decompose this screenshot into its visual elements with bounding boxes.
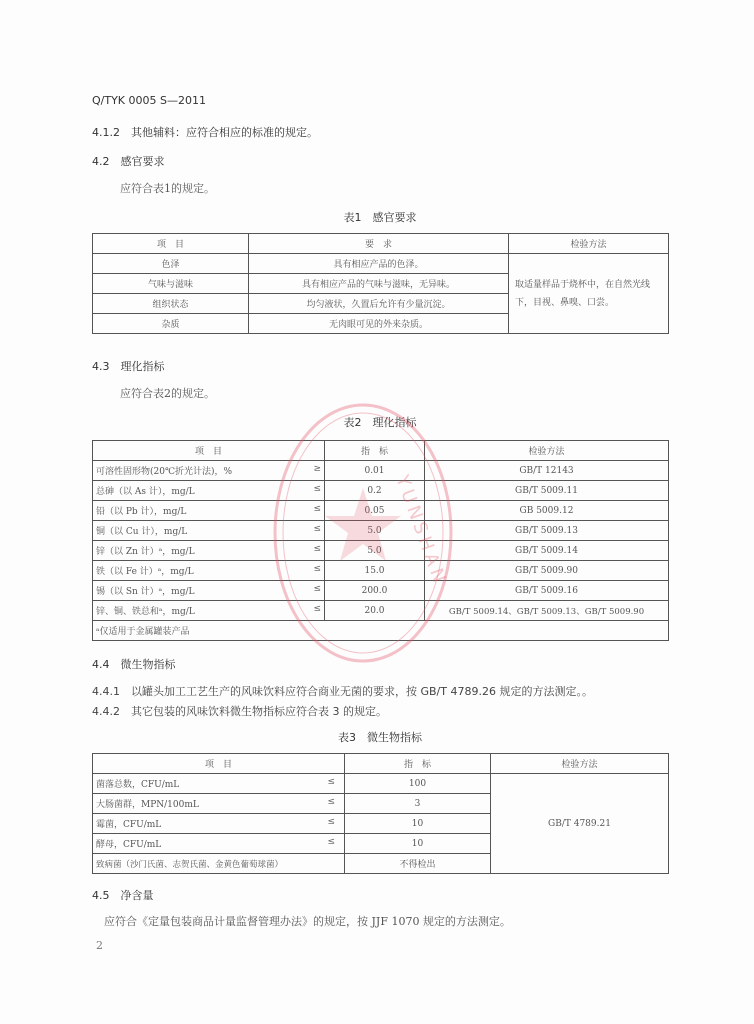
t2-method: GB 5009.12 <box>425 501 669 521</box>
doc-code: Q/TYK 0005 S—2011 <box>92 94 206 107</box>
t2-op: ≤ <box>313 524 321 534</box>
t2-value: 20.0 <box>325 601 425 621</box>
t2-op: ≥ <box>313 464 321 474</box>
table-row <box>93 501 669 521</box>
t2-item: 铜（以 Cu 计），mg/L <box>96 527 188 537</box>
t3-header-item: 项 目 <box>93 754 345 774</box>
section-4-1-2: 4.1.2 其他辅料：应符合相应的标准的规定。 <box>92 126 318 139</box>
t2-header-method: 检验方法 <box>425 441 669 461</box>
t2-value: 5.0 <box>325 521 425 541</box>
section-4-4-2: 4.4.2 其它包装的风味饮料微生物指标应符合表 3 的规定。 <box>92 705 387 718</box>
t3-item: 霉菌，CFU/mL <box>96 820 162 830</box>
t2-op: ≤ <box>313 604 321 614</box>
t3-op: ≤ <box>327 797 335 807</box>
t2-method: GB/T 5009.90 <box>425 561 669 581</box>
table2 <box>92 440 669 641</box>
t2-value: 0.2 <box>325 481 425 501</box>
t2-footnote: ᵃ仅适用于金属罐装产品 <box>93 621 669 641</box>
t2-item: 锌、铜、铁总和ᵃ，mg/L <box>96 607 195 617</box>
t3-item: 菌落总数，CFU/mL <box>96 780 180 790</box>
section-4-3-text: 应符合表2的规定。 <box>120 387 215 400</box>
table-cell: 无肉眼可见的外来杂质。 <box>249 314 509 334</box>
table-row <box>93 561 669 581</box>
table-row <box>93 601 669 621</box>
t2-item: 可溶性固形物(20℃折光计法)，% <box>96 467 233 477</box>
table1 <box>92 233 669 334</box>
table-row <box>93 481 669 501</box>
t2-item: 铅（以 Pb 计），mg/L <box>96 507 187 517</box>
page-number: 2 <box>96 939 103 952</box>
t2-value: 15.0 <box>325 561 425 581</box>
t3-method: GB/T 4789.21 <box>491 774 669 874</box>
t3-op: ≤ <box>327 837 335 847</box>
t2-method: GB/T 12143 <box>425 461 669 481</box>
table-row <box>93 541 669 561</box>
table-cell: 具有相应产品的色泽。 <box>249 254 509 274</box>
t3-op: ≤ <box>327 777 335 787</box>
t2-op: ≤ <box>313 504 321 514</box>
t3-value: 100 <box>345 774 491 794</box>
table2-caption: 表2 理化指标 <box>343 416 417 429</box>
t2-item: 总砷（以 As 计），mg/L <box>96 487 195 497</box>
t2-header-item: 项 目 <box>93 441 325 461</box>
t2-op: ≤ <box>313 544 321 554</box>
section-4-3-heading: 4.3 理化指标 <box>92 360 165 373</box>
section-4-2-heading: 4.2 感官要求 <box>92 155 165 168</box>
table-row <box>93 521 669 541</box>
t2-item: 锌（以 Zn 计）ᵃ，mg/L <box>96 547 195 557</box>
table-cell: 组织状态 <box>93 294 249 314</box>
t3-item: 大肠菌群，MPN/100mL <box>96 800 199 810</box>
t2-method: GB/T 5009.13 <box>425 521 669 541</box>
table3-caption: 表3 微生物指标 <box>338 731 422 744</box>
t2-method: GB/T 5009.11 <box>425 481 669 501</box>
t2-op: ≤ <box>313 484 321 494</box>
t2-method: GB/T 5009.16 <box>425 581 669 601</box>
table-cell: 气味与滋味 <box>93 274 249 294</box>
t3-header-value: 指 标 <box>345 754 491 774</box>
table-cell: 色泽 <box>93 254 249 274</box>
t1-header-req: 要 求 <box>249 234 509 254</box>
section-4-2-text: 应符合表1的规定。 <box>120 182 215 195</box>
t3-item: 酵母，CFU/mL <box>96 840 162 850</box>
t3-value: 不得检出 <box>345 854 491 874</box>
table-row <box>93 461 669 481</box>
t2-item: 铁（以 Fe 计）ᵃ，mg/L <box>96 567 194 577</box>
section-4-5-text: 应符合《定量包装商品计量监督管理办法》的规定，按 JJF 1070 规定的方法测定。 <box>104 915 511 928</box>
t2-value: 200.0 <box>325 581 425 601</box>
t3-value: 10 <box>345 814 491 834</box>
section-4-4-heading: 4.4 微生物指标 <box>92 658 176 671</box>
table-cell: 杂质 <box>93 314 249 334</box>
table-cell: 具有相应产品的气味与滋味，无异味。 <box>249 274 509 294</box>
t2-value: 0.05 <box>325 501 425 521</box>
table-row <box>93 581 669 601</box>
table3 <box>92 753 669 874</box>
t3-header-method: 检验方法 <box>491 754 669 774</box>
t2-value: 5.0 <box>325 541 425 561</box>
t1-header-item: 项 目 <box>93 234 249 254</box>
table1-caption: 表1 感官要求 <box>343 211 417 224</box>
t3-value: 10 <box>345 834 491 854</box>
t2-op: ≤ <box>313 584 321 594</box>
table-row <box>93 774 669 794</box>
table-cell: 均匀液状，久置后允许有少量沉淀。 <box>249 294 509 314</box>
t1-header-method: 检验方法 <box>509 234 669 254</box>
svg-text:YUNSHAN: YUNSHAN <box>391 472 451 590</box>
t2-method: GB/T 5009.14、GB/T 5009.13、GB/T 5009.90 <box>425 601 669 621</box>
t3-value: 3 <box>345 794 491 814</box>
t2-header-value: 指 标 <box>325 441 425 461</box>
section-4-5-heading: 4.5 净含量 <box>92 889 154 902</box>
t3-op: ≤ <box>327 817 335 827</box>
t2-item: 锡（以 Sn 计）ᵃ，mg/L <box>96 587 195 597</box>
t2-op: ≤ <box>313 564 321 574</box>
t3-item: 致病菌（沙门氏菌、志贺氏菌、金黄色葡萄球菌） <box>96 859 284 870</box>
t1-method: 取适量样品于烧杯中，在自然光线下，目视、鼻嗅、口尝。 <box>509 254 669 334</box>
t2-value: 0.01 <box>325 461 425 481</box>
t2-method: GB/T 5009.14 <box>425 541 669 561</box>
section-4-4-1: 4.4.1 以罐头加工工艺生产的风味饮料应符合商业无菌的要求，按 GB/T 4789.26 规定的方法测定。。 <box>92 685 593 698</box>
